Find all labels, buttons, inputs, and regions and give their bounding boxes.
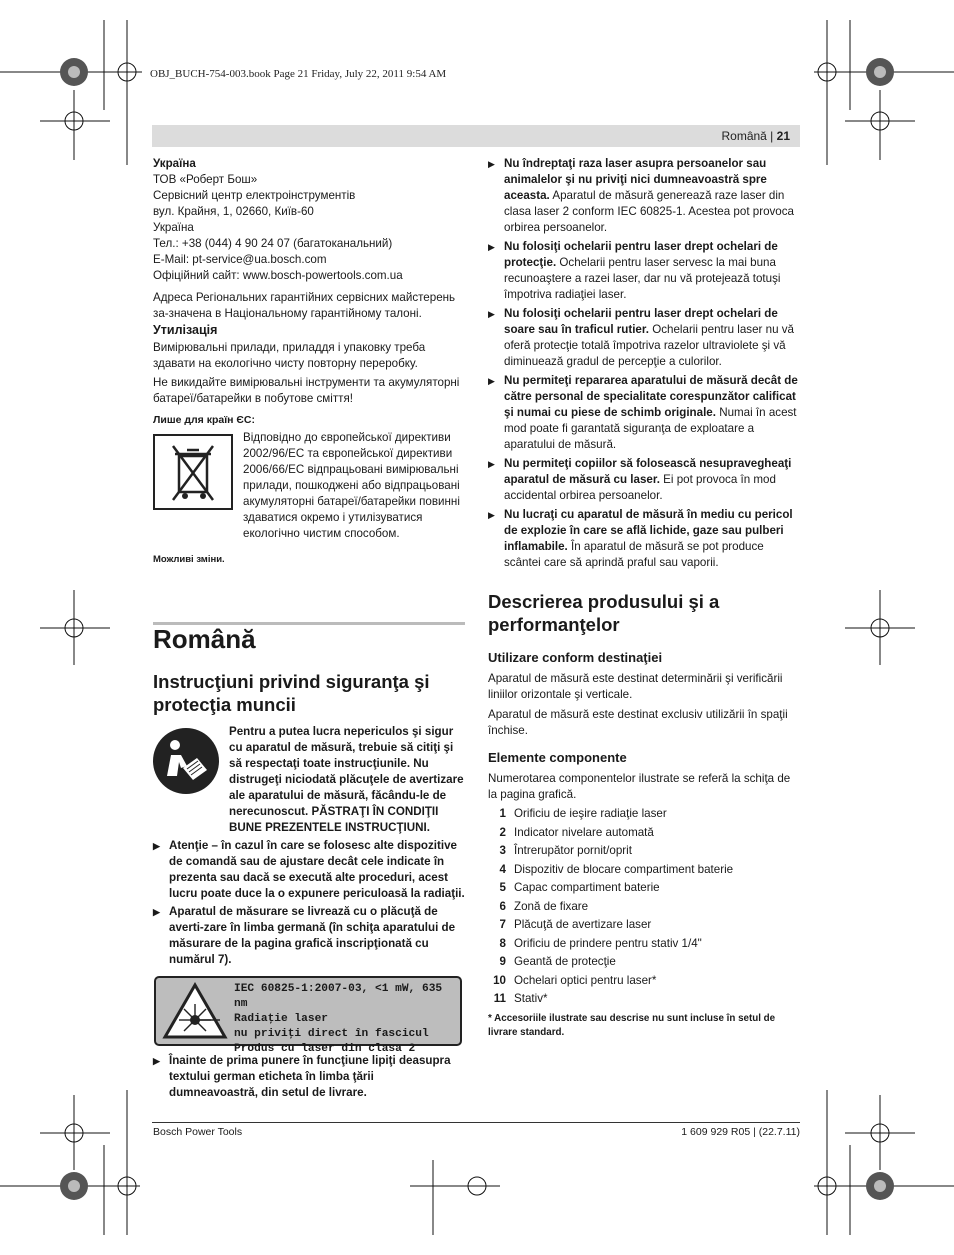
safety-bullet [488,156,800,236]
eu-directive-text: Відповідно до європейської директиви 2002/96/ЕС та європейської директиви 2006/66/EC відпрацьовані вимірювальні прилади, пошкоджені або відпрацьовані акумуляторні батареї/батарейки повинні здаватися окремо і утилізуватися екологічно чистим способом. [243,431,460,540]
address-line: ТОВ «Роберт Бош» [153,173,258,186]
item-number: 1 [499,807,506,820]
list-item [482,916,800,935]
safety-intro: Pentru a putea lucra nepericulos şi sigur cu aparatul de măsură, trebuie să citiţi şi să respectaţi toate instrucţiunile. Nu distrugeţi niciodată plăcuţele de avertizare ale aparatului de măsură, făcându-le de nerecunoscut. PĂSTRAŢI ÎN CONDIŢII BUNE PREZENTELE INSTRUCŢIUNI. [229,725,464,834]
warning-item: ▶ Înainte de prima punere în funcţiune lipiţi deasupra textului german eticheta în limba ţării dumneavoastră, din setul de livrare. [153,1053,465,1101]
list-item [482,805,800,824]
item-number: 10 [493,973,506,987]
warning-item: ▶ Atenţie – în cazul în care se folosesc alte dispozitive de comandă sau de ajustare decât cele indicate în prezenta sau dacă se execută alte proceduri, acest lucru poate duce la o expunere periculoasă la radiaţii. [153,838,465,902]
label-line: Produs cu laser din clasa 2 [234,1043,416,1055]
bullet-bold: Nu folosiţi ochelarii pentru laser drept ochelari de soare sau în traficul rutier. [504,307,778,336]
bullet-bold: Nu lucraţi cu aparatul de măsură în mediu cu pericol de explozie în care se află lichide, gaze sau pulberi inflamabile. [504,508,793,553]
list-item [482,972,800,991]
list-item [482,824,800,843]
list-item [482,990,800,1009]
item-number: 3 [499,844,506,857]
list-item [482,935,800,954]
item-number: 4 [499,862,506,876]
disposal-title: Утилізація [153,323,218,337]
header-section: Română [721,129,767,143]
description-title: Descrierea produsului şi a performanţelor [488,591,720,635]
item-text: Plăcuţă de avertizare laser [514,918,652,931]
safety-title: Instrucţiuni privind siguranţa şi protecţia muncii [153,671,430,715]
bullet-text: Ei pot provoca în mod accidental orbirea persoanelor. [504,473,776,502]
address-block [153,172,465,284]
item-text: Ochelari optici pentru laser* [514,973,657,987]
regional-note: Адреса Регіональних гарантійних сервісних майстерень за-значена в Національному гарантійному талоні. [153,291,456,320]
weee-bin-icon [153,434,233,510]
intended-use-text [488,671,800,739]
bullet-bold: Nu permiteţi copiilor să folosească nesupravegheaţi aparatul de măsură cu laser. [504,457,792,486]
address-line: E-Mail: pt-service@ua.bosch.com [153,253,327,266]
components-intro: Numerotarea componentelor ilustrate se referă la schiţa de la pagina grafică. [488,772,791,801]
footer-divider [152,1122,800,1123]
label-line: Radiaţie laser [234,1013,328,1025]
footer-right: 1 609 929 R05 | (22.7.11) [681,1126,800,1138]
address-line: Тел.: +38 (044) 4 90 24 07 (багатоканальний) [153,237,393,250]
laser-warning-label [154,976,462,1055]
bullet-bold: Nu îndreptaţi raza laser asupra persoanelor sau animalelor şi nu priviţi nici dumneavoastră spre aceasta. [504,157,767,202]
components-title: Elemente componente [488,750,627,765]
safety-bullet [488,373,800,453]
eu-only-label: Лише для країн ЄС: [153,414,255,426]
item-text: Orificiu de ieşire radiaţie laser [514,807,667,820]
item-text: Capac compartiment baterie [514,881,660,894]
bullet-text: Aparatul de măsură generează raze laser din clasa laser 2 conform IEC 60825-1. Acestea pot provoca orbirea persoanelor. [504,189,795,234]
bullet-text: Ochelarii pentru laser nu vă oferă protecţie totală împotriva razelor ultraviolete şi vă diminuează gradul de percepţie a culorilor. [504,323,794,368]
right-column [488,156,800,571]
address-line: Україна [153,221,194,234]
header-text: Română | 21 [721,129,790,143]
bullet-text: Numai în acest mod poate fi garantată siguranţa de exploatare a aparatului de măsură. [504,406,797,451]
changes-note: Можливі зміни. [153,554,225,565]
item-text: Indicator nivelare automată [514,825,654,839]
list-item [482,879,800,898]
safety-bullet [488,239,800,303]
use-paragraph: Aparatul de măsură este destinat determinării şi verificării liniilor orizontale şi verticale. [488,672,783,701]
country-heading: Україна [153,157,196,170]
left-column [153,156,465,568]
safety-bullet [488,306,800,370]
read-manual-icon [153,728,219,794]
item-number: 7 [499,918,506,931]
list-item [482,953,800,972]
footnote: * Accesoriile ilustrate sau descrise nu sunt incluse în setul de livrare standard. [488,1013,776,1038]
item-text: Întrerupător pornit/oprit [514,844,632,857]
address-line: Сервісний центр електроінструментів [153,189,356,202]
address-line: Офіційний сайт: www.bosch-powertools.com.ua [153,269,403,282]
item-number: 5 [499,881,506,894]
item-text: Dispozitiv de blocare compartiment baterie [514,862,734,876]
bullet-bold: Nu folosiţi ochelarii pentru laser drept ochelari de protecţie. [504,240,778,269]
address-line: вул. Крайня, 1, 02660, Київ-60 [153,205,314,218]
components-list [482,805,800,1009]
intended-use-title: Utilizare conform destinaţiei [488,650,663,665]
bullet-bold: Nu permiteţi repararea aparatului de măsură decât de către personal de specialitate corespunzător calificat şi numai cu piese de schimb originale. [504,374,798,419]
list-item [482,861,800,880]
bullet-text: Ochelarii pentru laser servesc la mai buna recunoaştere a razei laser, dar nu vă protejează totuşi împotriva radiaţiei laser. [504,256,781,301]
item-number: 2 [499,825,506,839]
list-item [482,842,800,861]
laser-label-text [234,982,460,1057]
disposal-text: Вимірювальні прилади, приладдя і упаковку треба здавати на екологічно чисту повторну переробку. [153,341,426,370]
item-number: 6 [499,899,506,913]
bullet-text: În aparatul de măsură se pot produce scântei care să aprindă praful sau vaporii. [504,540,764,569]
page-header [152,125,800,147]
disposal-text: Не викидайте вимірювальні інструменти та акумуляторні батареї/батарейки в побутове сміття! [153,376,460,405]
item-number: 8 [499,936,506,950]
left-warnings [153,838,465,968]
item-text: Zonă de fixare [514,899,589,913]
page-number: 21 [776,129,790,143]
label-instruction [153,1053,465,1101]
item-text: Geantă de protecţie [514,955,616,968]
use-paragraph: Aparatul de măsură este destinat exclusiv utilizării în spaţii închise. [488,708,788,737]
safety-bullet [488,456,800,504]
safety-bullet [488,507,800,571]
footer-left: Bosch Power Tools [153,1126,243,1138]
item-number: 11 [493,992,506,1005]
label-line: IEC 60825-1:2007-03, <1 mW, 635 nm [234,983,443,1010]
print-info: OBJ_BUCH-754-003.book Page 21 Friday, July 22, 2011 9:54 AM [150,68,447,80]
warning-item: ▶ Aparatul de măsurare se livrează cu o plăcuţă de averti-zare în limba germană (în schiţa aparatului de măsurare de la pagina grafică inscripţionată cu numărul 7). [153,904,465,968]
language-title: Română [153,624,256,654]
item-text: Stativ* [514,992,548,1005]
item-text: Orificiu de prindere pentru stativ 1/4" [514,936,702,950]
laser-hazard-icon [162,982,228,1040]
list-item [482,898,800,917]
label-line: nu priviţi direct în fascicul [234,1028,429,1040]
item-number: 9 [499,955,506,968]
